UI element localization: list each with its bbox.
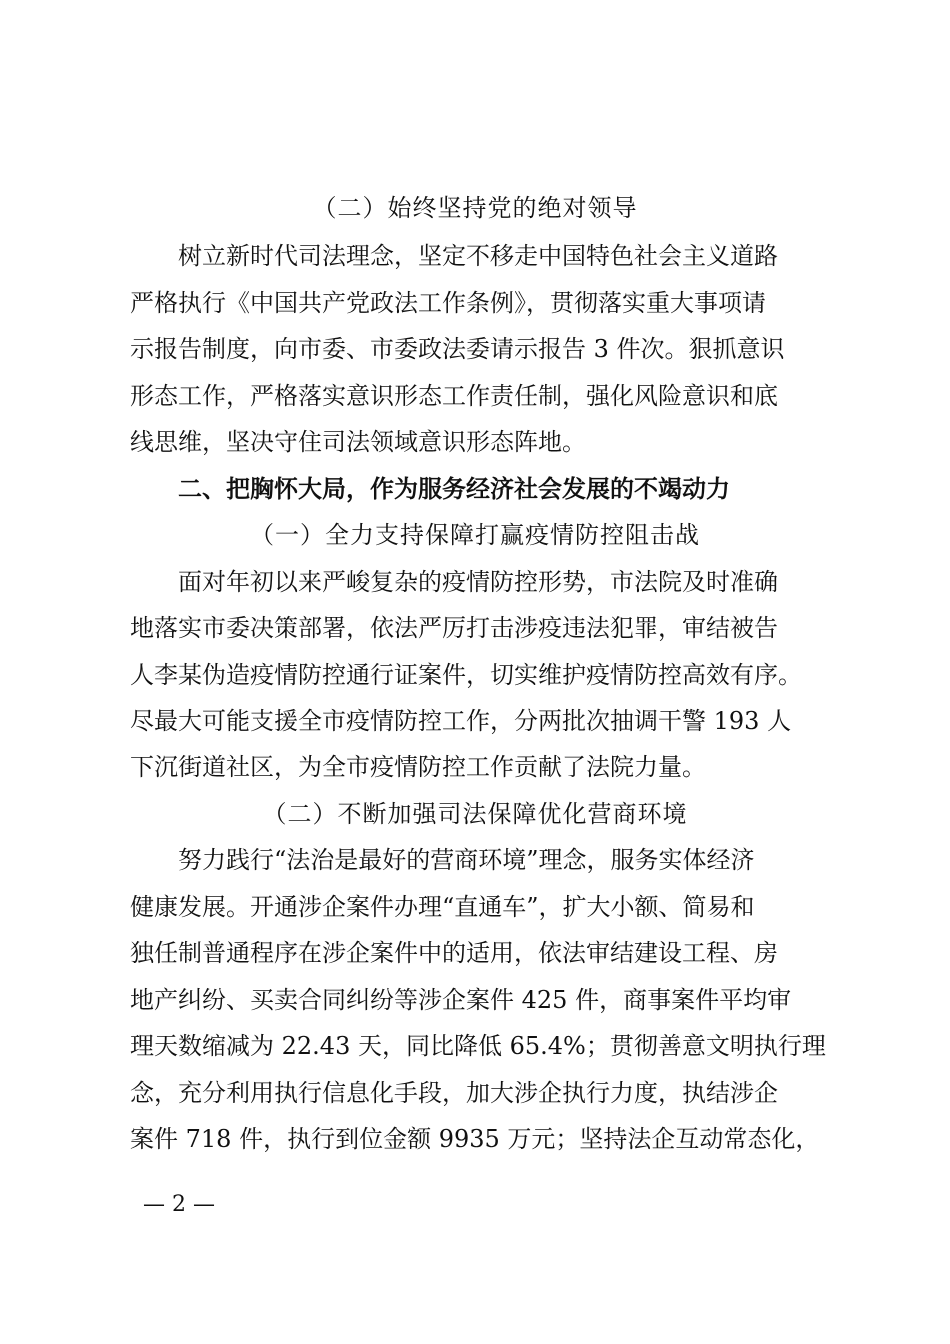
sub-heading-business-environment: （二）不断加强司法保障优化营商环境 bbox=[262, 800, 688, 828]
paragraph-line: 树立新时代司法理念，坚定不移走中国特色社会主义道路 bbox=[178, 242, 778, 270]
paragraph-line: 形态工作，严格落实意识形态工作责任制，强化风险意识和底 bbox=[130, 382, 778, 410]
paragraph-line: 尽最大可能支援全市疫情防控工作，分两批次抽调干警 193 人 bbox=[130, 707, 792, 735]
paragraph-line: 地产纠纷、买卖合同纠纷等涉企案件 425 件，商事案件平均审 bbox=[130, 986, 792, 1014]
paragraph-line: 努力践行“法治是最好的营商环境”理念，服务实体经济 bbox=[178, 846, 755, 874]
paragraph-line: 理天数缩减为 22.43 天，同比降低 65.4%；贯彻善意文明执行理 bbox=[130, 1032, 826, 1060]
sub-heading-leadership: （二）始终坚持党的绝对领导 bbox=[312, 194, 638, 222]
paragraph-line: 独任制普通程序在涉企案件中的适用，依法审结建设工程、房 bbox=[130, 939, 778, 967]
paragraph-line: 念，充分利用执行信息化手段，加大涉企执行力度，执结涉企 bbox=[130, 1079, 778, 1107]
paragraph-line: 严格执行《中国共产党政法工作条例》，贯彻落实重大事项请 bbox=[130, 289, 766, 317]
paragraph-line: 地落实市委决策部署，依法严厉打击涉疫违法犯罪，审结被告 bbox=[130, 614, 778, 642]
paragraph-line: 线思维，坚决守住司法领域意识形态阵地。 bbox=[130, 428, 586, 456]
paragraph-line: 案件 718 件，执行到位金额 9935 万元；坚持法企互动常态化， bbox=[130, 1125, 820, 1153]
paragraph-line: 下沉街道社区，为全市疫情防控工作贡献了法院力量。 bbox=[130, 753, 706, 781]
paragraph-line: 人李某伪造疫情防控通行证案件，切实维护疫情防控高效有序。 bbox=[130, 661, 802, 689]
paragraph-line: 健康发展。开通涉企案件办理“直通车”，扩大小额、简易和 bbox=[130, 893, 755, 921]
page-number: — 2 — bbox=[143, 1192, 215, 1217]
sub-heading-epidemic: （一）全力支持保障打赢疫情防控阻击战 bbox=[250, 521, 700, 549]
main-heading-economy: 二、把胸怀大局，作为服务经济社会发展的不竭动力 bbox=[178, 475, 730, 503]
paragraph-line: 面对年初以来严峻复杂的疫情防控形势，市法院及时准确 bbox=[178, 568, 778, 596]
paragraph-line: 示报告制度，向市委、市委政法委请示报告 3 件次。狠抓意识 bbox=[130, 335, 785, 363]
